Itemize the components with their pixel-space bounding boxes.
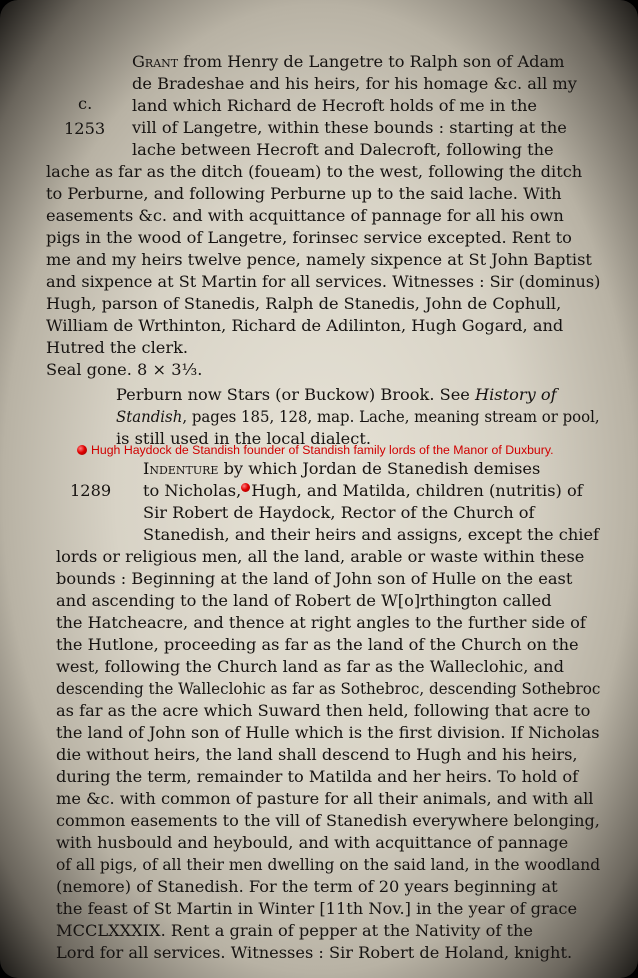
indenture-line-4: Stanedish, and their heirs and assigns, except the chief [143, 525, 600, 544]
grant-line-3: land which Richard de Hecroft holds of me in the [132, 96, 537, 115]
note-italic-title: History of [475, 385, 557, 404]
indenture-line-16: me &c. with common of pasture for all their animals, and with all [56, 789, 594, 808]
grant-line-8: easements &c. and with acquittance of pannage for all his own [46, 206, 564, 225]
red-annotation [77, 443, 554, 457]
note-line-1-text: Perburn now Stars (or Buckow) Brook. See [116, 385, 476, 404]
note-italic-standish: Standish [116, 407, 183, 426]
grant-line-15: Seal gone. 8 × 3⅓. [46, 360, 203, 379]
indenture-line-2 [143, 481, 583, 500]
grant-line-1-text: from Henry de Langetre to Ralph son of Adam [178, 52, 565, 71]
indenture-line-15: during the term, remainder to Matilda and her heirs. To hold of [56, 767, 579, 786]
note-line-3: is still used in the local dialect. [116, 429, 371, 448]
grant-line-11: and sixpence at St Martin for all services. Witnesses : Sir (dominus) [46, 272, 601, 291]
indenture-line-23: Lord for all services. Witnesses : Sir Robert de Holand, knight. [56, 943, 573, 962]
grant-line-14: Hutred the clerk. [46, 338, 189, 357]
grant-line-7: to Perburne, and following Perburne up to the said lache. With [46, 184, 562, 203]
grant-line-5: lache between Hecroft and Dalecroft, following the [132, 140, 554, 159]
grant-line-13: William de Wrthinton, Richard de Adilinton, Hugh Gogard, and [46, 316, 564, 335]
indenture-line-10: west, following the Church land as far as the Walleclohic, and [56, 657, 564, 676]
indenture-line-20: (nemore) of Stanedish. For the term of 20 years beginning at [56, 877, 558, 896]
grant-first-word: Grant [132, 52, 179, 71]
indenture-line-8: the Hatcheacre, and thence at right angles to the further side of [56, 613, 586, 632]
note-line-2 [116, 407, 600, 426]
note-line-1 [116, 385, 557, 404]
indenture-line-9: the Hutlone, proceeding as far as the land of the Church on the [56, 635, 579, 654]
indenture-line-1-text: by which Jordan de Stanedish demises [218, 459, 541, 478]
note-line-2-text: , pages 185, 128, map. Lache, meaning stream or pool, [182, 407, 600, 426]
indenture-line-13: the land of John son of Hulle which is the first division. If Nicholas [56, 723, 600, 742]
indenture-line-7: and ascending to the land of Robert de W[o]rthington called [56, 591, 552, 610]
indenture-line-11: descending the Walleclohic as far as Sothebroc, descending Sothebroc [56, 679, 601, 698]
indenture-line-3: Sir Robert de Haydock, Rector of the Church of [143, 503, 535, 522]
grant-line-6: lache as far as the ditch (foueam) to the west, following the ditch [46, 162, 583, 181]
red-bullet-icon [241, 483, 250, 492]
indenture-line-2b: Hugh, and Matilda, children (nutritis) of [251, 481, 583, 500]
indenture-line-17: common easements to the vill of Stanedish everywhere belonging, [56, 811, 600, 830]
indenture-line-5: lords or religious men, all the land, arable or waste within these [56, 547, 585, 566]
indenture-line-22: MCCLXXXIX. Rent a grain of pepper at the Nativity of the [56, 921, 533, 940]
indenture-line-12: as far as the acre which Suward then held, following that acre to [56, 701, 591, 720]
grant-line-4: vill of Langetre, within these bounds : starting at the [132, 118, 567, 137]
indenture-line-14: die without heirs, the land shall descend to Hugh and his heirs, [56, 745, 578, 764]
indenture-line-19: of all pigs, of all their men dwelling on the said land, in the woodland [56, 855, 601, 874]
red-bullet-icon [77, 445, 87, 455]
indenture-line-18: with husbould and heybould, and with acquittance of pannage [56, 833, 569, 852]
grant-line-12: Hugh, parson of Stanedis, Ralph de Stanedis, John de Cophull, [46, 294, 562, 313]
grant-line-9: pigs in the wood of Langetre, forinsec service excepted. Rent to [46, 228, 572, 247]
margin-circa: c. [78, 94, 93, 113]
grant-line-1 [132, 52, 565, 71]
indenture-line-21: the feast of St Martin in Winter [11th Nov.] in the year of grace [56, 899, 578, 918]
indenture-line-2a: to Nicholas, [143, 481, 242, 500]
grant-line-10: me and my heirs twelve pence, namely sixpence at St John Baptist [46, 250, 592, 269]
indenture-first-word: Indenture [143, 459, 219, 478]
margin-year-1253: 1253 [64, 119, 106, 138]
margin-year-1289: 1289 [70, 481, 112, 500]
indenture-line-6: bounds : Beginning at the land of John son of Hulle on the east [56, 569, 573, 588]
indenture-line-1 [143, 459, 540, 478]
annotation-text: Hugh Haydock de Standish founder of Standish family lords of the Manor of Duxbury. [91, 443, 554, 457]
grant-line-2: de Bradeshae and his heirs, for his homage &c. all my [132, 74, 577, 93]
